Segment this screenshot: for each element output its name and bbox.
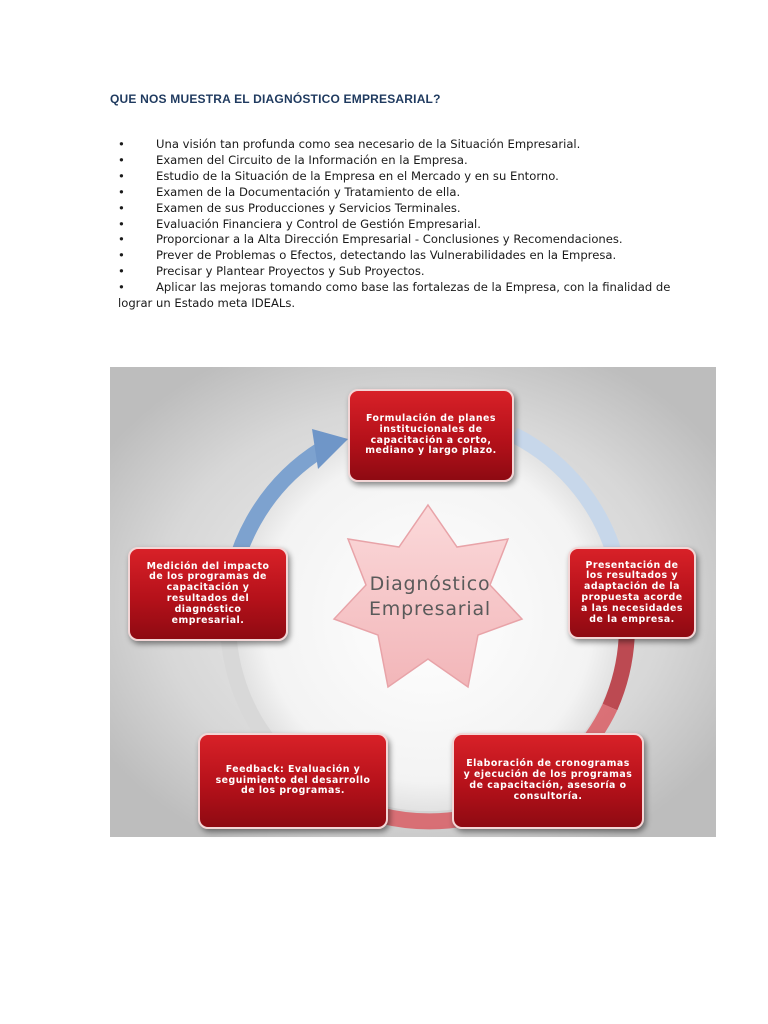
bullet-dot: •: [118, 200, 125, 215]
list-item: [118, 264, 678, 280]
bullet-dot: •: [118, 248, 125, 263]
list-item: [118, 185, 678, 201]
bullet-dot: •: [118, 184, 125, 199]
step-box-top: [348, 389, 514, 482]
bullet-dot: •: [118, 232, 125, 247]
step-text: Elaboración de cronogramas y ejecución de los programas de capacitación, asesoría o consultoría.: [463, 758, 633, 802]
list-item-text: Estudio de la Situación de la Empresa en el Mercado y en su Entorno.: [156, 168, 559, 183]
step-text: Medición del impacto de los programas de capacitación y resultados del diagnóstico empresarial.: [146, 560, 270, 626]
list-item: [118, 169, 678, 185]
bullet-dot: •: [118, 280, 125, 295]
list-item: [118, 248, 678, 264]
list-item-text: Prever de Problemas o Efectos, detectando las Vulnerabilidades en la Empresa.: [156, 248, 617, 263]
step-box-left: [128, 547, 288, 641]
list-item-text: Precisar y Plantear Proyectos y Sub Proyectos.: [156, 264, 425, 279]
bullet-dot: •: [118, 216, 125, 231]
step-box-bottom-right: [452, 733, 644, 829]
list-item: [118, 137, 678, 153]
step-box-bottom-left: [198, 733, 388, 829]
list-item-text: Proporcionar a la Alta Dirección Empresarial - Conclusiones y Recomendaciones.: [156, 232, 623, 247]
list-item: [118, 232, 678, 248]
list-item: [118, 153, 678, 169]
list-item: [118, 280, 678, 312]
list-item-text: Examen del Circuito de la Información en la Empresa.: [156, 152, 468, 167]
list-item-text: Una visión tan profunda como sea necesario de la Situación Empresarial.: [156, 137, 581, 151]
step-box-right: [568, 547, 696, 639]
list-item-text: Aplicar las mejoras tomando como base las fortalezas de la Empresa, con la finalidad de lograr un Estado meta IDEALs.: [118, 280, 671, 311]
bullet-list: [118, 137, 678, 312]
step-text: Feedback: Evaluación y seguimiento del desarrollo de los programas.: [215, 763, 371, 797]
list-item-text: Examen de sus Producciones y Servicios Terminales.: [156, 200, 461, 215]
page-heading: QUE NOS MUESTRA EL DIAGNÓSTICO EMPRESARIAL?: [110, 92, 441, 106]
step-text: Formulación de planes institucionales de capacitación a corto, mediano y largo plazo.: [365, 412, 497, 457]
list-item-text: Evaluación Financiera y Control de Gestión Empresarial.: [156, 216, 481, 231]
bullet-dot: •: [118, 168, 125, 183]
list-item: [118, 217, 678, 233]
diagnostic-cycle-diagram: [110, 367, 716, 837]
list-item-text: Examen de la Documentación y Tratamiento de ella.: [156, 184, 461, 199]
list-item: [118, 201, 678, 217]
step-text: Presentación de los resultados y adaptación de la propuesta acorde a las necesidades de la empresa.: [581, 559, 683, 625]
bullet-dot: •: [118, 264, 125, 279]
center-title: [350, 572, 510, 622]
bullet-dot: •: [118, 137, 125, 151]
center-title-line2: Empresarial: [368, 598, 491, 620]
bullet-dot: •: [118, 152, 125, 167]
center-title-line1: Diagnóstico: [369, 573, 491, 595]
